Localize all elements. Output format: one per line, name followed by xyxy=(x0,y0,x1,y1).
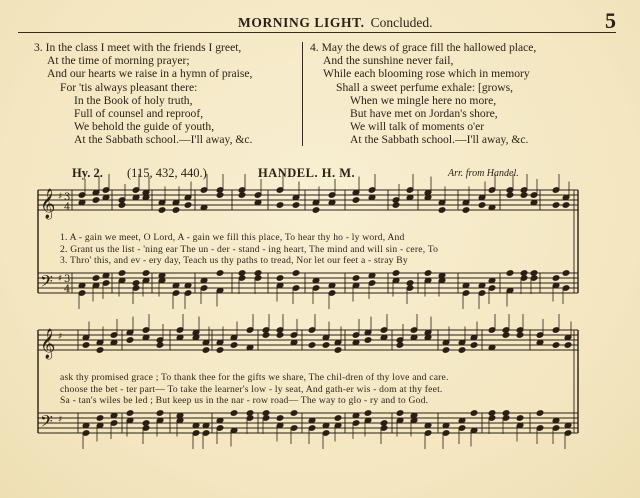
verse-line: For 'tis always pleasant there: xyxy=(60,80,198,94)
note-head xyxy=(292,270,300,277)
treble-clef-icon: 𝄞 xyxy=(40,329,56,359)
time-signature: 3 xyxy=(64,192,71,203)
verse-line: 4. May the dews of grace fill the hallowed place, xyxy=(310,41,537,54)
bass-clef-icon: 𝄢 xyxy=(40,411,53,435)
sharp-icon: ♯ xyxy=(58,192,63,202)
hymn-number: Hy. 2. xyxy=(72,166,103,180)
note-head xyxy=(352,197,360,204)
note-head xyxy=(184,202,192,209)
note-head xyxy=(254,270,262,277)
note-head xyxy=(442,347,450,354)
system-one-lyrics xyxy=(60,232,438,267)
title-text: MORNING LIGHT. xyxy=(238,15,365,30)
note-head xyxy=(502,410,510,417)
note-head xyxy=(562,202,570,209)
hymn-references: (115, 432, 440.) xyxy=(127,166,207,180)
sharp-icon: ♯ xyxy=(58,274,63,284)
time-signature: 3 xyxy=(64,274,71,285)
note-head xyxy=(536,410,544,417)
note-head xyxy=(478,202,486,209)
note-head xyxy=(322,342,330,349)
note-head xyxy=(158,207,166,214)
note-head xyxy=(462,207,470,214)
lyric-line: 2. Grant us the list - 'ning ear The un - der - stand - ing heart, The mind and will sin - cere, To xyxy=(60,243,439,255)
lyric-line: choose the bet - ter part— To take the learner's low - ly seat, And gath-er wis - dom at thy feet. xyxy=(60,383,443,395)
note-head xyxy=(292,202,300,209)
note-head xyxy=(552,342,560,349)
note-head xyxy=(334,347,342,354)
verse-line: Shall a sweet perfume exhale: [grows, xyxy=(336,80,514,94)
note-head xyxy=(470,342,478,349)
note-head xyxy=(352,275,360,282)
lyric-line: 3. Thro' this, and ev - ery day, Teach us thy paths to tread, Nor let our feet a - stray By xyxy=(60,255,408,267)
note-head xyxy=(520,270,528,277)
arranger-credit: Arr. from Handel. xyxy=(448,168,519,179)
note-head xyxy=(438,207,446,214)
note-head xyxy=(216,270,224,277)
note-head xyxy=(424,270,432,277)
note-head xyxy=(262,410,270,417)
verse-line: 3. In the class I meet with the friends I greet, xyxy=(34,41,242,54)
note-head xyxy=(96,415,104,422)
note-head xyxy=(118,270,126,277)
note-head xyxy=(82,342,90,349)
verse-line: While each blooming rose which in memory xyxy=(323,67,530,81)
tune-name: HANDEL. H. M. xyxy=(258,166,356,180)
note-head xyxy=(406,280,414,287)
note-head xyxy=(216,347,224,354)
verse-line: Full of counsel and reproof, xyxy=(74,106,204,120)
note-head xyxy=(458,347,466,354)
verse-line: And the sunshine never fail, xyxy=(323,54,454,68)
verse-line: At the time of morning prayer; xyxy=(47,54,190,68)
sharp-icon: ♯ xyxy=(58,332,63,342)
note-head xyxy=(142,270,150,277)
note-head xyxy=(516,415,524,422)
verse-line: At the Sabbath school.—I'll away, &c. xyxy=(350,133,529,147)
note-head xyxy=(238,270,246,277)
verse-line: We behold the guide of youth, xyxy=(74,120,215,134)
note-head xyxy=(92,197,100,204)
title-subtitle: Concluded. xyxy=(370,15,433,30)
note-head xyxy=(552,202,560,209)
note-head xyxy=(276,415,284,422)
verse-line: In the Book of holy truth, xyxy=(74,93,193,107)
note-head xyxy=(92,275,100,282)
note-head xyxy=(334,415,342,422)
note-head xyxy=(246,410,254,417)
note-head xyxy=(202,347,210,354)
note-head xyxy=(290,410,298,417)
lyric-line: ask thy promised grace ; To thank thee for the gifts we share, The chil-dren of thy love and care. xyxy=(60,372,449,383)
lyric-line: Sa - tan's wiles be led ; But keep us in the nar - row road— The way to glo - ry and to God. xyxy=(60,395,429,407)
sharp-icon: ♯ xyxy=(58,415,63,425)
time-signature: 4 xyxy=(64,284,71,295)
note-head xyxy=(380,420,388,427)
page-number: 5 xyxy=(605,8,616,33)
note-head xyxy=(276,275,284,282)
note-head xyxy=(96,347,104,354)
note-head xyxy=(276,202,284,209)
verse-line: At the Sabbath school.—I'll away, &c. xyxy=(74,133,253,147)
note-head xyxy=(396,410,404,417)
note-head xyxy=(488,410,496,417)
treble-clef-icon: 𝄞 xyxy=(40,189,56,219)
note-head xyxy=(126,337,134,344)
note-head xyxy=(562,270,570,277)
note-head xyxy=(530,270,538,277)
verse-line: But have met on Jordan's shore, xyxy=(350,106,498,120)
note-head xyxy=(156,410,164,417)
bass-clef-icon: 𝄢 xyxy=(40,271,53,295)
note-head xyxy=(564,342,572,349)
note-head xyxy=(364,337,372,344)
note-head xyxy=(142,420,150,427)
verse-line: When we mingle here no more, xyxy=(350,93,497,107)
verse-line: We will talk of moments o'er xyxy=(350,120,485,134)
note-head xyxy=(552,275,560,282)
note-head xyxy=(230,410,238,417)
verse-line: And our hearts we raise in a hymn of praise, xyxy=(47,67,253,81)
note-head xyxy=(312,207,320,214)
note-head xyxy=(506,270,514,277)
note-head xyxy=(364,410,372,417)
note-head xyxy=(172,207,180,214)
time-signature: 4 xyxy=(64,202,71,213)
lyric-line: 1. A - gain we meet, O Lord, A - gain we fill this place, To hear thy ho - ly word, And xyxy=(60,232,405,243)
note-head xyxy=(132,280,140,287)
note-head xyxy=(126,410,134,417)
note-head xyxy=(308,342,316,349)
note-head xyxy=(392,270,400,277)
note-head xyxy=(470,410,478,417)
note-head xyxy=(230,342,238,349)
system-two-lyrics xyxy=(60,372,449,407)
